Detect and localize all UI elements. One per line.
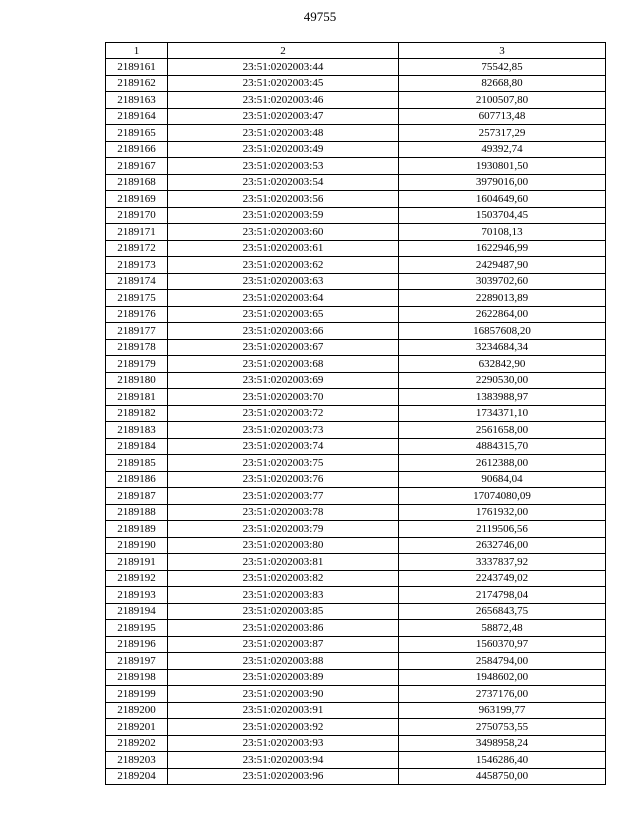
row-number-cell: 2189199 xyxy=(106,686,168,703)
row-number-cell: 2189164 xyxy=(106,108,168,125)
row-number-cell: 2189189 xyxy=(106,521,168,538)
cadastral-number-cell: 23:51:0202003:91 xyxy=(168,702,399,719)
table-row xyxy=(106,174,606,191)
row-number-cell: 2189198 xyxy=(106,669,168,686)
row-number-cell: 2189165 xyxy=(106,125,168,142)
table-row xyxy=(106,257,606,274)
value-cell: 1761932,00 xyxy=(399,504,606,521)
table-row xyxy=(106,389,606,406)
value-cell: 1383988,97 xyxy=(399,389,606,406)
cadastral-number-cell: 23:51:0202003:86 xyxy=(168,620,399,637)
table-row xyxy=(106,356,606,373)
value-cell: 90684,04 xyxy=(399,471,606,488)
cadastral-number-cell: 23:51:0202003:78 xyxy=(168,504,399,521)
cadastral-number-cell: 23:51:0202003:54 xyxy=(168,174,399,191)
value-cell: 1604649,60 xyxy=(399,191,606,208)
table-row xyxy=(106,669,606,686)
row-number-cell: 2189201 xyxy=(106,719,168,736)
table-row xyxy=(106,158,606,175)
value-cell: 2750753,55 xyxy=(399,719,606,736)
row-number-cell: 2189180 xyxy=(106,372,168,389)
table-row xyxy=(106,207,606,224)
row-number-cell: 2189187 xyxy=(106,488,168,505)
value-cell: 70108,13 xyxy=(399,224,606,241)
table-row xyxy=(106,141,606,158)
table-row xyxy=(106,191,606,208)
value-cell: 3039702,60 xyxy=(399,273,606,290)
row-number-cell: 2189162 xyxy=(106,75,168,92)
value-cell: 1948602,00 xyxy=(399,669,606,686)
row-number-cell: 2189194 xyxy=(106,603,168,620)
table-row xyxy=(106,653,606,670)
value-cell: 257317,29 xyxy=(399,125,606,142)
value-cell: 16857608,20 xyxy=(399,323,606,340)
cadastral-number-cell: 23:51:0202003:62 xyxy=(168,257,399,274)
cadastral-number-cell: 23:51:0202003:80 xyxy=(168,537,399,554)
value-cell: 2622864,00 xyxy=(399,306,606,323)
cadastral-number-cell: 23:51:0202003:79 xyxy=(168,521,399,538)
cadastral-number-cell: 23:51:0202003:56 xyxy=(168,191,399,208)
cadastral-number-cell: 23:51:0202003:61 xyxy=(168,240,399,257)
table-row xyxy=(106,92,606,109)
row-number-cell: 2189191 xyxy=(106,554,168,571)
cadastral-number-cell: 23:51:0202003:74 xyxy=(168,438,399,455)
table-row xyxy=(106,240,606,257)
value-cell: 2289013,89 xyxy=(399,290,606,307)
table-row xyxy=(106,471,606,488)
table-row xyxy=(106,273,606,290)
value-cell: 2612388,00 xyxy=(399,455,606,472)
value-cell: 2584794,00 xyxy=(399,653,606,670)
value-cell: 2174798,04 xyxy=(399,587,606,604)
table-row xyxy=(106,306,606,323)
value-cell: 1734371,10 xyxy=(399,405,606,422)
cadastral-number-cell: 23:51:0202003:81 xyxy=(168,554,399,571)
table-row xyxy=(106,504,606,521)
cadastral-number-cell: 23:51:0202003:47 xyxy=(168,108,399,125)
table-row xyxy=(106,752,606,769)
row-number-cell: 2189174 xyxy=(106,273,168,290)
table-row xyxy=(106,108,606,125)
cadastral-number-cell: 23:51:0202003:49 xyxy=(168,141,399,158)
cadastral-number-cell: 23:51:0202003:75 xyxy=(168,455,399,472)
row-number-cell: 2189195 xyxy=(106,620,168,637)
table-row xyxy=(106,224,606,241)
table-row xyxy=(106,603,606,620)
row-number-cell: 2189204 xyxy=(106,768,168,785)
table-row xyxy=(106,323,606,340)
value-cell: 2737176,00 xyxy=(399,686,606,703)
row-number-cell: 2189192 xyxy=(106,570,168,587)
cadastral-number-cell: 23:51:0202003:87 xyxy=(168,636,399,653)
cadastral-number-cell: 23:51:0202003:45 xyxy=(168,75,399,92)
value-cell: 2243749,02 xyxy=(399,570,606,587)
row-number-cell: 2189202 xyxy=(106,735,168,752)
table-row xyxy=(106,75,606,92)
value-cell: 3979016,00 xyxy=(399,174,606,191)
cadastral-number-cell: 23:51:0202003:53 xyxy=(168,158,399,175)
value-cell: 1546286,40 xyxy=(399,752,606,769)
row-number-cell: 2189203 xyxy=(106,752,168,769)
table-row xyxy=(106,587,606,604)
column-header-2: 2 xyxy=(168,43,399,59)
table-row xyxy=(106,290,606,307)
value-cell: 2656843,75 xyxy=(399,603,606,620)
table-row xyxy=(106,537,606,554)
table-row xyxy=(106,620,606,637)
column-header-3: 3 xyxy=(399,43,606,59)
table-row xyxy=(106,438,606,455)
data-table xyxy=(105,42,606,785)
cadastral-number-cell: 23:51:0202003:59 xyxy=(168,207,399,224)
cadastral-number-cell: 23:51:0202003:85 xyxy=(168,603,399,620)
value-cell: 3234684,34 xyxy=(399,339,606,356)
value-cell: 1503704,45 xyxy=(399,207,606,224)
table-row xyxy=(106,422,606,439)
value-cell: 82668,80 xyxy=(399,75,606,92)
value-cell: 2119506,56 xyxy=(399,521,606,538)
column-header-1: 1 xyxy=(106,43,168,59)
cadastral-number-cell: 23:51:0202003:67 xyxy=(168,339,399,356)
table-row xyxy=(106,719,606,736)
row-number-cell: 2189161 xyxy=(106,59,168,76)
table-row xyxy=(106,554,606,571)
value-cell: 963199,77 xyxy=(399,702,606,719)
row-number-cell: 2189175 xyxy=(106,290,168,307)
row-number-cell: 2189177 xyxy=(106,323,168,340)
value-cell: 632842,90 xyxy=(399,356,606,373)
row-number-cell: 2189196 xyxy=(106,636,168,653)
value-cell: 1930801,50 xyxy=(399,158,606,175)
row-number-cell: 2189200 xyxy=(106,702,168,719)
row-number-cell: 2189173 xyxy=(106,257,168,274)
page-number: 49755 xyxy=(303,9,337,24)
value-cell: 2632746,00 xyxy=(399,537,606,554)
cadastral-number-cell: 23:51:0202003:93 xyxy=(168,735,399,752)
cadastral-number-cell: 23:51:0202003:73 xyxy=(168,422,399,439)
cadastral-number-cell: 23:51:0202003:90 xyxy=(168,686,399,703)
header-row xyxy=(106,43,606,59)
cadastral-number-cell: 23:51:0202003:44 xyxy=(168,59,399,76)
cadastral-number-cell: 23:51:0202003:60 xyxy=(168,224,399,241)
row-number-cell: 2189184 xyxy=(106,438,168,455)
table-row xyxy=(106,405,606,422)
row-number-cell: 2189167 xyxy=(106,158,168,175)
cadastral-number-cell: 23:51:0202003:63 xyxy=(168,273,399,290)
row-number-cell: 2189178 xyxy=(106,339,168,356)
table-row xyxy=(106,488,606,505)
cadastral-number-cell: 23:51:0202003:82 xyxy=(168,570,399,587)
value-cell: 75542,85 xyxy=(399,59,606,76)
row-number-cell: 2189176 xyxy=(106,306,168,323)
row-number-cell: 2189166 xyxy=(106,141,168,158)
row-number-cell: 2189163 xyxy=(106,92,168,109)
row-number-cell: 2189197 xyxy=(106,653,168,670)
row-number-cell: 2189168 xyxy=(106,174,168,191)
table-row xyxy=(106,455,606,472)
table-row xyxy=(106,768,606,785)
table-row xyxy=(106,636,606,653)
row-number-cell: 2189190 xyxy=(106,537,168,554)
value-cell: 3498958,24 xyxy=(399,735,606,752)
cadastral-number-cell: 23:51:0202003:70 xyxy=(168,389,399,406)
cadastral-number-cell: 23:51:0202003:46 xyxy=(168,92,399,109)
cadastral-number-cell: 23:51:0202003:72 xyxy=(168,405,399,422)
cadastral-number-cell: 23:51:0202003:94 xyxy=(168,752,399,769)
value-cell: 2290530,00 xyxy=(399,372,606,389)
row-number-cell: 2189182 xyxy=(106,405,168,422)
value-cell: 4884315,70 xyxy=(399,438,606,455)
cadastral-number-cell: 23:51:0202003:68 xyxy=(168,356,399,373)
value-cell: 3337837,92 xyxy=(399,554,606,571)
value-cell: 2429487,90 xyxy=(399,257,606,274)
row-number-cell: 2189170 xyxy=(106,207,168,224)
table-row xyxy=(106,59,606,76)
cadastral-number-cell: 23:51:0202003:64 xyxy=(168,290,399,307)
row-number-cell: 2189186 xyxy=(106,471,168,488)
value-cell: 607713,48 xyxy=(399,108,606,125)
cadastral-number-cell: 23:51:0202003:48 xyxy=(168,125,399,142)
value-cell: 58872,48 xyxy=(399,620,606,637)
cadastral-number-cell: 23:51:0202003:83 xyxy=(168,587,399,604)
cadastral-number-cell: 23:51:0202003:66 xyxy=(168,323,399,340)
value-cell: 2561658,00 xyxy=(399,422,606,439)
cadastral-number-cell: 23:51:0202003:76 xyxy=(168,471,399,488)
table-row xyxy=(106,702,606,719)
table-row xyxy=(106,521,606,538)
value-cell: 17074080,09 xyxy=(399,488,606,505)
cadastral-number-cell: 23:51:0202003:69 xyxy=(168,372,399,389)
row-number-cell: 2189185 xyxy=(106,455,168,472)
cadastral-number-cell: 23:51:0202003:65 xyxy=(168,306,399,323)
table-body xyxy=(106,59,606,785)
table-row xyxy=(106,372,606,389)
row-number-cell: 2189193 xyxy=(106,587,168,604)
table-row xyxy=(106,339,606,356)
value-cell: 49392,74 xyxy=(399,141,606,158)
row-number-cell: 2189169 xyxy=(106,191,168,208)
value-cell: 1560370,97 xyxy=(399,636,606,653)
row-number-cell: 2189171 xyxy=(106,224,168,241)
cadastral-number-cell: 23:51:0202003:92 xyxy=(168,719,399,736)
table-row xyxy=(106,735,606,752)
row-number-cell: 2189183 xyxy=(106,422,168,439)
cadastral-number-cell: 23:51:0202003:88 xyxy=(168,653,399,670)
table-row xyxy=(106,686,606,703)
table-row xyxy=(106,570,606,587)
cadastral-number-cell: 23:51:0202003:96 xyxy=(168,768,399,785)
row-number-cell: 2189188 xyxy=(106,504,168,521)
value-cell: 4458750,00 xyxy=(399,768,606,785)
value-cell: 1622946,99 xyxy=(399,240,606,257)
cadastral-number-cell: 23:51:0202003:77 xyxy=(168,488,399,505)
row-number-cell: 2189179 xyxy=(106,356,168,373)
cadastral-number-cell: 23:51:0202003:89 xyxy=(168,669,399,686)
row-number-cell: 2189172 xyxy=(106,240,168,257)
table-header xyxy=(106,43,606,59)
row-number-cell: 2189181 xyxy=(106,389,168,406)
value-cell: 2100507,80 xyxy=(399,92,606,109)
table-row xyxy=(106,125,606,142)
